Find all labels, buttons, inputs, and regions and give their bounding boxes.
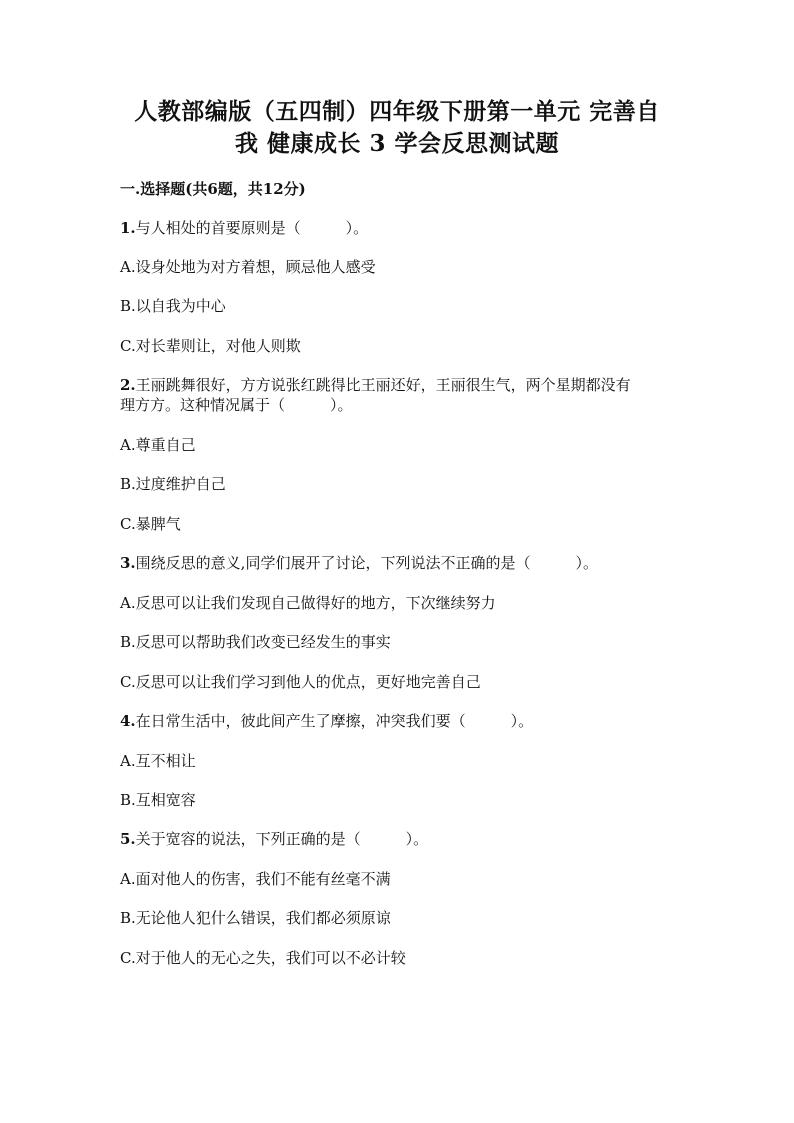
question-number: 5. [120, 830, 136, 848]
question-text: 关于宽容的说法，下列正确的是（ ）。 [135, 830, 429, 848]
question-number: 1. [120, 219, 136, 237]
question-4-option-b: B.互相宽容 [120, 791, 196, 809]
question-5-option-b: B.无论他人犯什么错误，我们都必须原谅 [120, 909, 391, 927]
question-number: 4. [120, 712, 136, 730]
section-heading: 一.选择题(共6题，共12分) [120, 180, 306, 198]
question-number: 3. [120, 554, 136, 572]
question-text-line-1: 王丽跳舞很好，方方说张红跳得比王丽还好，王丽很生气，两个星期都没有 [135, 376, 631, 394]
question-3-option-c: C.反思可以让我们学习到他人的优点，更好地完善自己 [120, 673, 481, 691]
question-4 [120, 711, 680, 731]
question-text: 与人相处的首要原则是（ ）。 [135, 219, 369, 237]
title-line-1: 人教部编版（五四制）四年级下册第一单元 完善自 [134, 98, 660, 125]
question-4-option-a: A.互不相让 [120, 752, 196, 770]
question-2 [120, 375, 680, 415]
question-number: 2. [120, 376, 136, 394]
question-1-option-c: C.对长辈则让，对他人则欺 [120, 337, 301, 355]
question-1 [120, 218, 680, 238]
question-3-option-a: A.反思可以让我们发现自己做得好的地方，下次继续努力 [120, 594, 496, 612]
question-3-option-b: B.反思可以帮助我们改变已经发生的事实 [120, 633, 391, 651]
question-2-option-a: A.尊重自己 [120, 436, 196, 454]
question-3 [120, 553, 680, 573]
question-5 [120, 829, 680, 849]
question-2-option-b: B.过度维护自己 [120, 475, 226, 493]
document-title [118, 96, 676, 160]
question-1-option-b: B.以自我为中心 [120, 297, 226, 315]
question-1-option-a: A.设身处地为对方着想，顾忌他人感受 [120, 258, 376, 276]
question-text: 围绕反思的意义,同学们展开了讨论，下列说法不正确的是（ ）。 [135, 554, 598, 572]
title-line-2: 我 健康成长 3 学会反思测试题 [234, 130, 560, 157]
question-text-line-2: 理方方。这种情况属于（ ）。 [120, 396, 353, 414]
question-5-option-c: C.对于他人的无心之失，我们可以不必计较 [120, 949, 406, 967]
question-text: 在日常生活中，彼此间产生了摩擦，冲突我们要（ ）。 [135, 712, 534, 730]
question-5-option-a: A.面对他人的伤害，我们不能有丝毫不满 [120, 870, 391, 888]
question-2-option-c: C.暴脾气 [120, 515, 181, 533]
